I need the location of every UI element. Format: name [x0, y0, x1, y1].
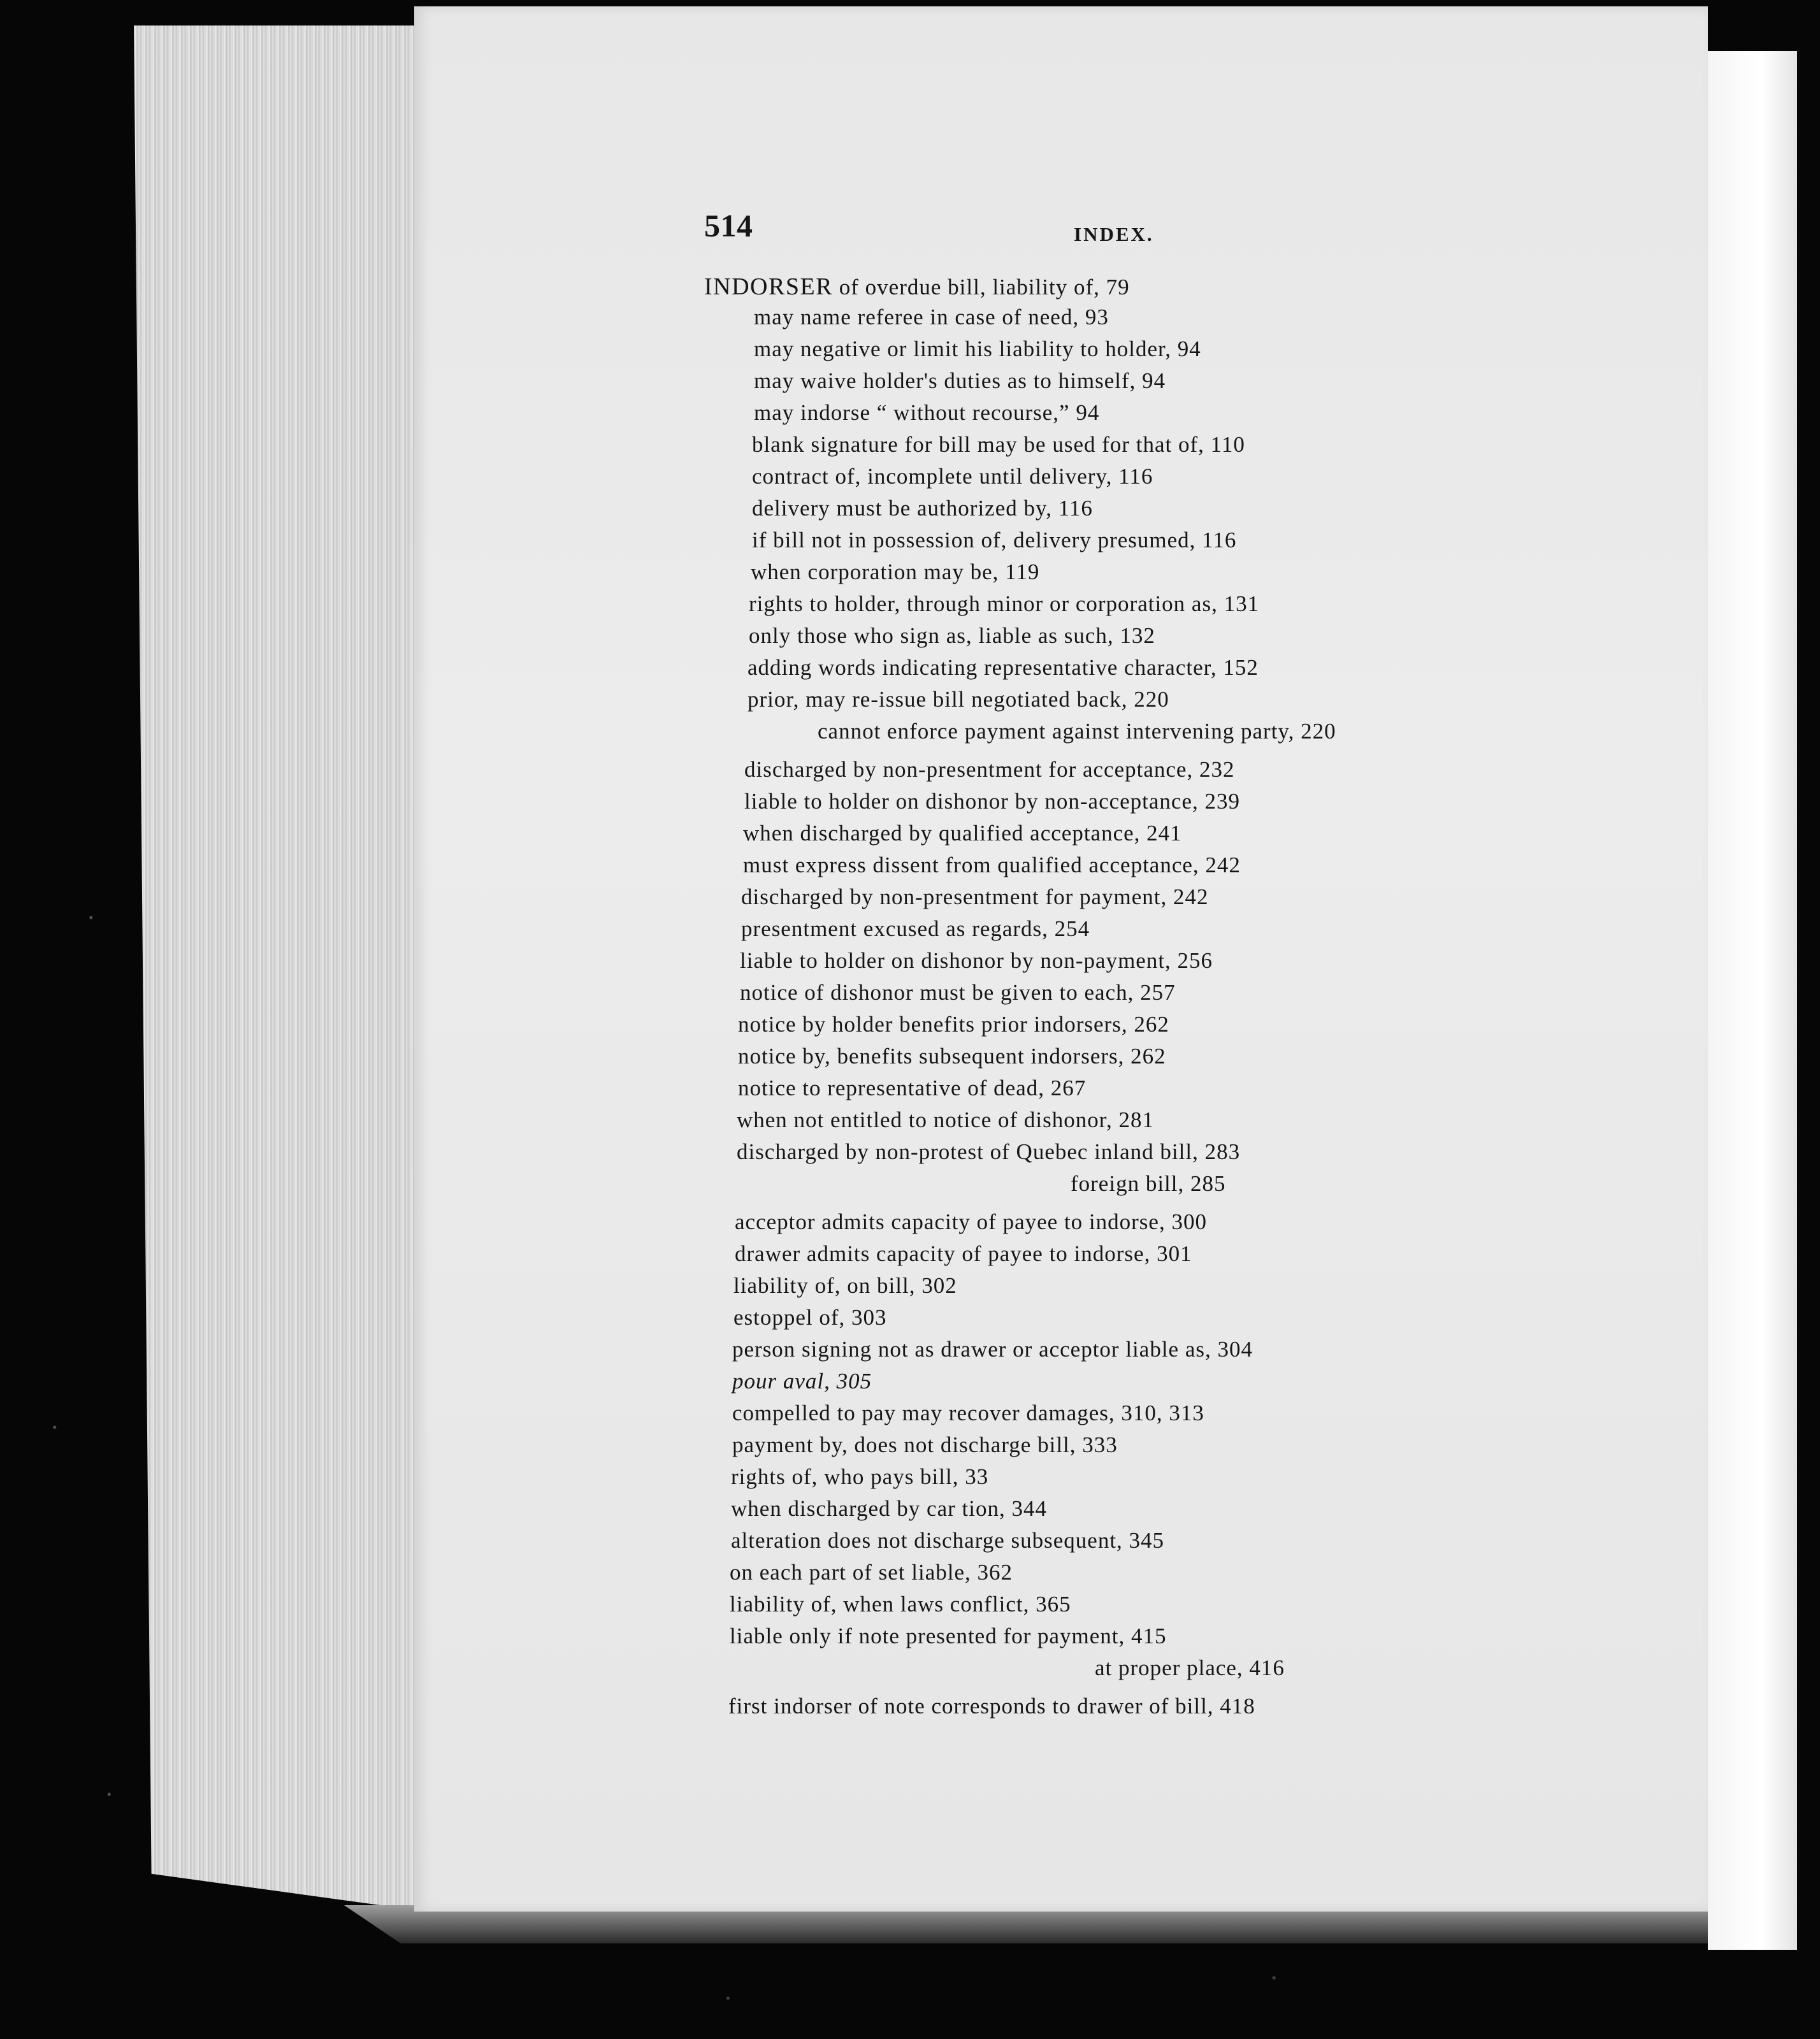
- index-subentry: may waive holder's duties as to himself, 94: [754, 368, 1166, 393]
- index-subentry: prior, may re-issue bill negotiated back, 220: [748, 687, 1169, 712]
- index-subentry: person signing not as drawer or acceptor liable as, 304: [732, 1337, 1253, 1362]
- index-main-entry: [704, 273, 1130, 301]
- index-subentry: notice to representative of dead, 267: [738, 1076, 1087, 1100]
- index-subentry: at proper place, 416: [1095, 1655, 1285, 1680]
- index-subentry: may negative or limit his liability to holder, 94: [754, 336, 1201, 361]
- running-head: INDEX.: [1074, 223, 1154, 245]
- index-subentry: foreign bill, 285: [1071, 1171, 1226, 1196]
- index-subentry: liable to holder on dishonor by non-acceptance, 239: [744, 789, 1241, 814]
- index-subentry: if bill not in possession of, delivery presumed, 116: [752, 528, 1237, 552]
- index-subentry: when discharged by car tion, 344: [731, 1496, 1047, 1521]
- index-subentry: when corporation may be, 119: [751, 559, 1040, 584]
- index-subentry: discharged by non-protest of Quebec inland bill, 283: [737, 1139, 1241, 1164]
- index-subentry: when not entitled to notice of dishonor, 281: [737, 1107, 1154, 1132]
- index-heading: INDORSER: [704, 273, 834, 300]
- index-subentry: compelled to pay may recover damages, 310, 313: [732, 1401, 1204, 1425]
- index-subentry: alteration does not discharge subsequent, 345: [731, 1528, 1165, 1553]
- index-subentry: notice of dishonor must be given to each, 257: [740, 980, 1176, 1005]
- index-first-line: of overdue bill, liability of, 79: [833, 275, 1130, 299]
- index-subentry: liability of, when laws conflict, 365: [730, 1592, 1071, 1617]
- index-subentry: notice by, benefits subsequent indorsers, 262: [738, 1044, 1166, 1069]
- index-subentry: payment by, does not discharge bill, 333: [732, 1432, 1118, 1457]
- index-subentry: only those who sign as, liable as such, 132: [749, 623, 1155, 648]
- index-subentry: estoppel of, 303: [733, 1305, 887, 1330]
- index-subentry: blank signature for bill may be used for that of, 110: [752, 432, 1245, 457]
- index-subentry: liability of, on bill, 302: [733, 1273, 957, 1298]
- index-subentry: discharged by non-presentment for acceptance, 232: [744, 757, 1235, 782]
- index-subentry: discharged by non-presentment for payment, 242: [741, 884, 1209, 909]
- index-subentry: when discharged by qualified acceptance, 241: [743, 821, 1182, 846]
- index-subentry: liable only if note presented for payment, 415: [730, 1624, 1167, 1648]
- index-subentry: pour aval, 305: [732, 1369, 872, 1394]
- index-subentry: drawer admits capacity of payee to indorse, 301: [735, 1241, 1192, 1266]
- index-subentry: may indorse “ without recourse,” 94: [754, 400, 1100, 425]
- page-number: 514: [704, 208, 753, 243]
- index-subentry: on each part of set liable, 362: [730, 1560, 1013, 1585]
- index-subentry: must express dissent from qualified acceptance, 242: [743, 853, 1241, 877]
- index-subentry: rights to holder, through minor or corporation as, 131: [749, 591, 1260, 616]
- index-subentry: rights of, who pays bill, 33: [731, 1464, 989, 1489]
- index-subentry: first indorser of note corresponds to drawer of bill, 418: [728, 1694, 1255, 1718]
- facing-page-edge: [1708, 51, 1797, 1950]
- index-subentry: contract of, incomplete until delivery, 116: [752, 464, 1153, 489]
- index-subentry: cannot enforce payment against intervening party, 220: [818, 719, 1336, 744]
- index-subentry: liable to holder on dishonor by non-payment, 256: [740, 948, 1213, 973]
- index-subentry: adding words indicating representative character, 152: [748, 655, 1259, 680]
- book-page-edges: [134, 25, 427, 1912]
- index-subentry: presentment excused as regards, 254: [741, 916, 1090, 941]
- index-subentry: may name referee in case of need, 93: [754, 305, 1109, 329]
- index-subentry: notice by holder benefits prior indorsers, 262: [738, 1012, 1169, 1037]
- index-subentry: delivery must be authorized by, 116: [752, 496, 1093, 521]
- index-subentry: acceptor admits capacity of payee to indorse, 300: [735, 1209, 1207, 1234]
